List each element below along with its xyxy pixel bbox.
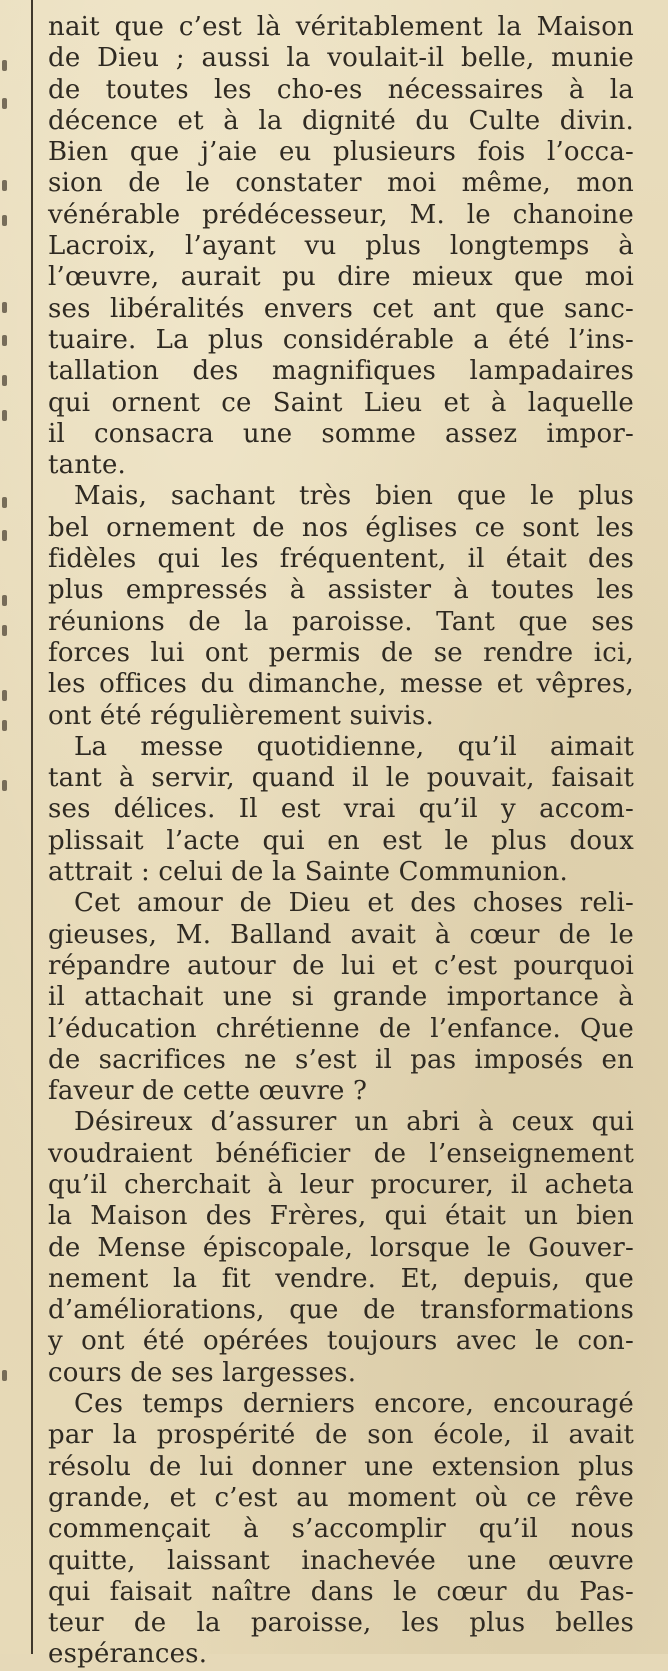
text-line: forces lui ont permis de se rendre ici, [48,637,634,668]
text-line: Cet amour de Dieu et des choses reli- [74,888,634,919]
text-line: les offices du dimanche, messe et vêpres, [48,669,634,700]
text-line: cours de ses largesses. [48,1357,357,1388]
text-line: grande, et c’est au moment où ce rêve [48,1482,634,1513]
text-line: de toutes les cho-es nécessaires à la [48,74,634,105]
text-line: faveur de cette œuvre ? [48,1076,368,1107]
text-line: sion de le constater moi même, mon [48,168,634,199]
text-line: résolu de lui donner une extension plus [48,1451,634,1482]
text-line: Ces temps derniers encore, encouragé [74,1389,634,1420]
text-line: plissait l’acte qui en est le plus doux [48,825,634,856]
text-line: bel ornement de nos églises ce sont les [48,512,634,543]
gutter-mark [2,215,7,226]
gutter-mark [2,497,7,508]
text-line: il consacra une somme assez impor- [48,418,634,449]
gutter-mark [2,180,7,191]
text-line: il attachait une si grande importance à [48,982,634,1013]
text-line: de sacrifices ne s’est il pas imposés en [48,1044,634,1075]
text-line: ses délices. Il est vrai qu’il y accom- [48,794,634,825]
text-line: tallation des magnifiques lampadaires [48,356,634,387]
text-line: qu’il cherchait à leur procurer, il acheta [48,1169,634,1200]
text-line: nait que c’est là véritablement la Maison [48,12,634,42]
text-line: commençait à s’accomplir qu’il nous [48,1514,634,1545]
text-line: tant à servir, quand il le pouvait, faisait [48,763,634,794]
text-line: par la prospérité de son école, il avait [48,1420,634,1451]
text-line: gieuses, M. Balland avait à cœur de le [48,919,634,950]
left-column-gutter [0,0,30,1654]
text-line: attrait : celui de la Sainte Communion. [48,857,568,888]
text-line: ses libéralités envers cet ant que sanc- [48,293,634,324]
gutter-mark [2,720,7,731]
text-line: tante. [48,450,126,481]
text-line: de Mense épiscopale, lorsque le Gouver- [48,1232,634,1263]
gutter-mark [2,375,7,386]
text-line: quitte, laissant inachevée une œuvre [48,1545,634,1576]
gutter-mark [2,302,7,313]
gutter-mark [2,625,7,636]
text-line: décence et à la dignité du Culte divin. [48,105,634,136]
text-line: fidèles qui les fréquentent, il était des [48,544,634,575]
text-line: tuaire. La plus considérable a été l’ins- [48,324,634,355]
gutter-mark [2,780,7,791]
text-line: nement la fit vendre. Et, depuis, que [48,1263,634,1294]
column-rule [31,0,33,1654]
text-line: Mais, sachant très bien que le plus [74,481,634,512]
text-line: de Dieu ; aussi la voulait-il belle, munie [48,43,634,74]
gutter-mark [2,530,7,541]
text-line: espérances. [48,1639,208,1670]
text-line: l’œuvre, aurait pu dire mieux que moi [48,262,634,293]
gutter-mark [2,690,7,701]
article-body [48,12,634,1671]
text-line: y ont été opérées toujours avec le con- [48,1326,634,1357]
text-line: Désireux d’assurer un abri à ceux qui [74,1107,634,1138]
gutter-mark [2,410,7,421]
text-line: La messe quotidienne, qu’il aimait [74,731,634,762]
text-line: qui ornent ce Saint Lieu et à laquelle [48,387,634,418]
gutter-mark [2,98,7,109]
text-line: ont été régulièrement suivis. [48,700,434,731]
text-line: Bien que j’aie eu plusieurs fois l’occa- [48,137,634,168]
text-line: vénérable prédécesseur, M. le chanoine [48,199,634,230]
text-line: réunions de la paroisse. Tant que ses [48,606,634,637]
text-line: Lacroix, l’ayant vu plus longtemps à [48,231,634,262]
text-line: teur de la paroisse, les plus belles [48,1608,634,1639]
text-line: d’améliorations, que de transformations [48,1295,634,1326]
text-line: voudraient bénéficier de l’enseignement [48,1138,634,1169]
text-line: répandre autour de lui et c’est pourquoi [48,950,634,981]
gutter-mark [2,335,7,346]
text-line: la Maison des Frères, qui était un bien [48,1201,634,1232]
text-line: plus empressés à assister à toutes les [48,575,634,606]
text-line: qui faisait naître dans le cœur du Pas- [48,1576,634,1607]
text-line: l’éducation chrétienne de l’enfance. Que [48,1013,634,1044]
gutter-mark [2,60,7,71]
gutter-mark [2,1370,7,1381]
gutter-mark [2,595,7,606]
